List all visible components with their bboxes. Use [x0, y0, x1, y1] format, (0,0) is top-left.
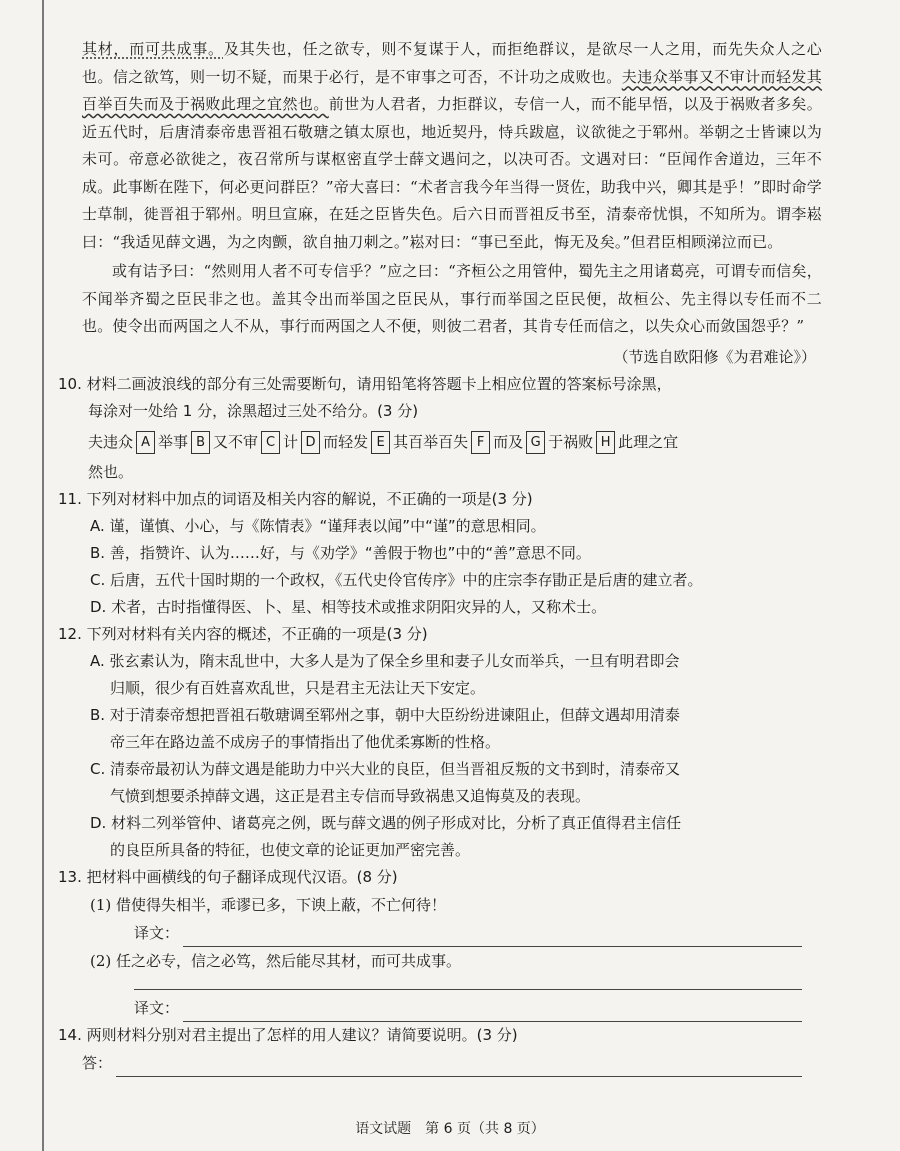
- page-footer: 语文试题 第 6 页（共 8 页）: [355, 1121, 545, 1137]
- answer-14-blank[interactable]: [116, 1056, 802, 1077]
- translation-label: 译文：: [134, 923, 180, 942]
- segment-text: 计: [283, 432, 299, 451]
- question-12-stem: 12. 下列对材料有关内容的概述，不正确的一项是(3 分): [58, 624, 428, 643]
- option-d-cont: 的良臣所具备的特征，也使文章的论证更加严密完善。: [110, 840, 471, 859]
- passage-source: （节选自欧阳修《为君难论》）: [613, 347, 816, 366]
- question-14-stem: 14. 两则材料分别对君主提出了怎样的用人建议？请简要说明。(3 分): [58, 1025, 518, 1044]
- segment-text: 于祸败: [548, 432, 594, 451]
- question-13: [58, 864, 822, 1022]
- segment-text: 又不审: [213, 432, 259, 451]
- answer-box-h[interactable]: H: [596, 431, 615, 454]
- question-10-stem-cont: 每涂对一处给 1 分，涂黑超过三处不给分。(3 分): [88, 401, 419, 420]
- page-content: [58, 36, 823, 1077]
- question-10-stem: 10. 材料二画波浪线的部分有三处需要断句，请用铅笔将答题卡上相应位置的答案标号涂黑，: [58, 374, 672, 393]
- question-11: [58, 486, 822, 621]
- option-b: B. 善，指赞许、认为……好，与《劝学》“善假于物也”中的“善”意思不同。: [90, 543, 591, 562]
- binding-line: [42, 0, 44, 1151]
- sentence-2-text: (2) 任之必专，信之必笃，然后能尽其材，而可共成事。: [90, 951, 462, 970]
- translation-label: 译文：: [134, 998, 180, 1017]
- option-b-cont: 帝三年在路边盖不成房子的事情指出了他优柔寡断的性格。: [110, 732, 501, 751]
- option-a: A. 谨，谨慎、小心，与《陈情表》“谨拜表以闻”中“谨”的意思相同。: [90, 516, 546, 535]
- option-c: C. 后唐，五代十国时期的一个政权，《五代史伶官传序》中的庄宗李存勖正是后唐的建立者。: [90, 570, 703, 589]
- passage-text-continued: 前世为人君者，力拒群议，专信一人，而不能早悟，以及于祸败者多矣。近五代时，后唐清泰帝患晋祖石敬瑭之镇太原也，地近契丹，恃兵跋扈，议欲徙之于郓州。举朝之士皆谏以为未可。帝意必欲徙之，夜召常所与谋枢密直学士薛文遇问之，以决可否。文遇对曰：“臣闻作舍道边，三年不成。此事断在陛下，何必更问群臣？”帝大喜曰：“术者言我今年当得一贤佐，助我中兴，卿其是乎！”即时命学士草制，徙晋祖于郓州。明旦宣麻，在廷之臣皆失色。后六日而晋祖反书至，清泰帝忧惧，不知所为。谓李崧曰：“我适见薛文遇，为之肉颤，欲自抽刀刺之。”崧对曰：“事已至此，悔无及矣。”但君臣相顾涕泣而已。: [82, 95, 823, 251]
- passage-paragraph-1: [82, 36, 822, 256]
- segment-text: 此理之宜: [618, 432, 679, 451]
- option-c-cont: 气愤到想要杀掉薛文遇，这正是君主专信而导致祸患又追悔莫及的表现。: [110, 786, 591, 805]
- translation-1-blank[interactable]: [183, 926, 802, 947]
- segment-text: 其百举百失: [393, 432, 469, 451]
- answer-box-g[interactable]: G: [526, 431, 545, 454]
- option-a: A. 张玄素认为，隋末乱世中，大多人是为了保全乡里和妻子儿女而举兵，一旦有明君即会: [90, 651, 680, 670]
- wavy-underlined-sentence: 夫违众举事又不审计而轻发其百举百失而及于祸败此理之宜然也。: [82, 67, 822, 113]
- answer-label: 答：: [82, 1053, 113, 1072]
- sentence-2: [90, 947, 822, 975]
- passage-text: 及其失也，任之欲专，则不复谋于人，而拒绝群议，是欲尽一人之用，而先失众人之心也。信之欲笃，则一切不疑，而果于必行，是不审事之可否，不计功之成败也。: [82, 40, 822, 86]
- question-10: [58, 371, 822, 486]
- translation-2-blank[interactable]: [183, 1001, 802, 1022]
- translation-2-blank-line[interactable]: [134, 975, 802, 990]
- option-d: D. 材料二列举管仲、诸葛亮之例，既与薛文遇的例子形成对比，分析了真正值得君主信任: [90, 813, 682, 832]
- answer-box-e[interactable]: E: [371, 431, 390, 454]
- segment-text: 举事: [158, 432, 189, 451]
- answer-box-b[interactable]: B: [191, 431, 210, 454]
- answer-14: [82, 1049, 822, 1077]
- answer-box-d[interactable]: D: [301, 431, 320, 454]
- question-12: [58, 621, 822, 864]
- segment-text: 夫违众: [88, 432, 134, 451]
- answer-box-f[interactable]: F: [471, 431, 490, 454]
- question-11-stem: 11. 下列对材料中加点的词语及相关内容的解说，不正确的一项是(3 分): [58, 489, 533, 508]
- option-c: C. 清泰帝最初认为薛文遇是能助力中兴大业的良臣，但当晋祖反叛的文书到时，清泰帝又: [90, 759, 681, 778]
- question-13-stem: 13. 把材料中画横线的句子翻译成现代汉语。(8 分): [58, 867, 398, 886]
- translation-1: [134, 919, 822, 947]
- translation-2: [134, 994, 822, 1022]
- segment-text: 而及: [493, 432, 524, 451]
- segment-text: 而轻发: [323, 432, 369, 451]
- answer-box-c[interactable]: C: [261, 431, 280, 454]
- answer-box-a[interactable]: A: [136, 431, 155, 454]
- option-d: D. 术者，古时指懂得医、卜、星、相等技术或推求阴阳灾异的人，又称术士。: [90, 597, 607, 616]
- reading-passage: [82, 36, 822, 371]
- question-14: [58, 1022, 822, 1077]
- passage-paragraph-2: 或有诘予曰：“然则用人者不可专信乎？”应之曰：“齐桓公之用管仲，蜀先主之用诸葛亮，可谓专而信矣，不闻举齐蜀之臣民非之也。盖其令出而举国之臣民从，事行而举国之臣民便，故桓公、先主得以专任而不二也。使令出而两国之人不从，事行而两国之人不便，则彼二君者，其肯专任而信之，以失众心而敛国怨乎？”: [82, 262, 822, 335]
- sentence-1: [90, 891, 822, 919]
- option-a-cont: 归顺，很少有百姓喜欢乱世，只是君主无法让天下安定。: [110, 678, 486, 697]
- segmentation-tail: 然也。: [88, 462, 134, 481]
- passage-dotted-text: 其材，而可共成事。: [82, 40, 224, 58]
- option-b: B. 对于清泰帝想把晋祖石敬瑭调至郓州之事，朝中大臣纷纷进谏阻止，但薛文遇却用清泰: [90, 705, 680, 724]
- sentence-1-text: (1) 借使得失相半，乖谬已多，下谀上蔽，不亡何待！: [90, 895, 447, 914]
- segmentation-row: [88, 425, 822, 459]
